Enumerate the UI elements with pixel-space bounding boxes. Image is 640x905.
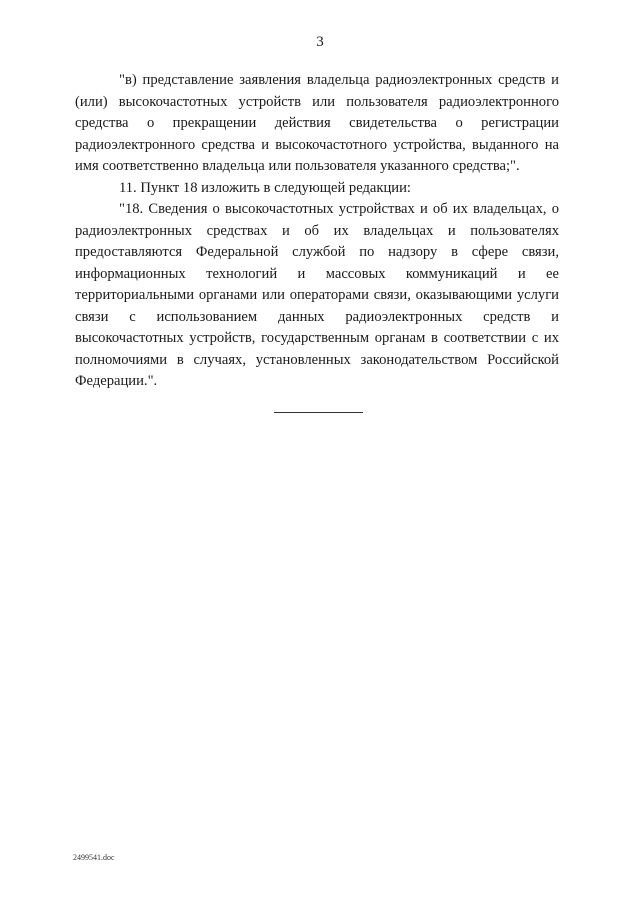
document-body	[75, 70, 559, 393]
paragraph-item-11: 11. Пункт 18 изложить в следующей редакции:	[119, 179, 411, 196]
paragraph-subitem-v: "в) представление заявления владельца радиоэлектронных средств и (или) высокочастотных устройств или пользователя радиоэлектронного средства о прекращении действия свидетельства о регистрации радиоэлектронного средства и высокочастотного устройства, выданного на имя соответственно владельца или пользователя указанного средства;".	[75, 72, 559, 174]
document-reference: 2499541.doc	[73, 853, 115, 862]
end-separator-line	[274, 412, 363, 413]
page-number: 3	[316, 34, 324, 50]
paragraph-point-18: "18. Сведения о высокочастотных устройствах и об их владельцах, о радиоэлектронных средствах и об их владельцах и пользователях предоставляются Федеральной службой по надзору в сфере связи, информационных технологий и массовых коммуникаций и ее территориальными органами или операторами связи, оказывающими услуги связи с использованием данных радиоэлектронных средств и высокочастотных устройств, государственным органам в соответствии с их полномочиями в случаях, установленных законодательством Российской Федерации.".	[75, 201, 559, 389]
